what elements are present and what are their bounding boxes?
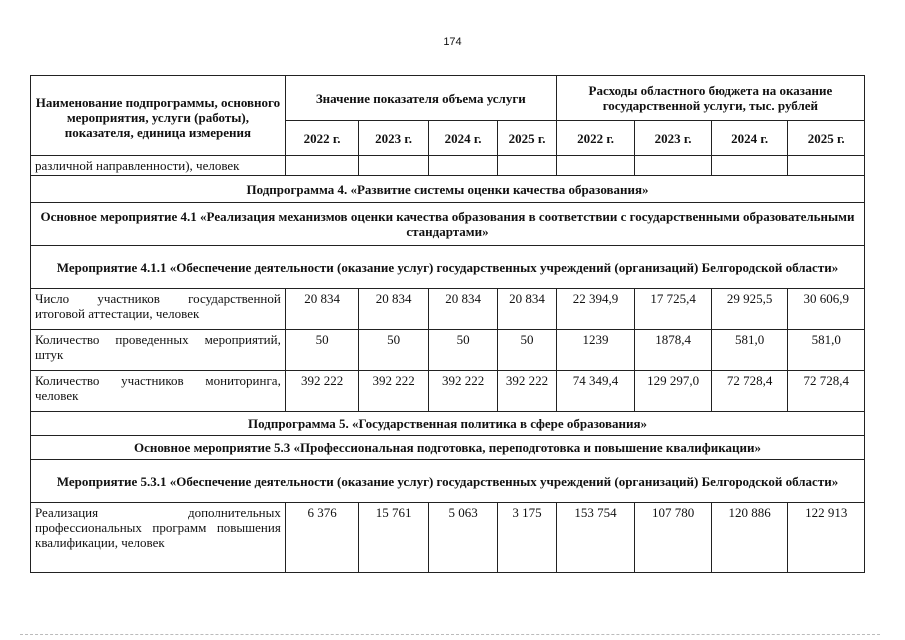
header-budget-group: Расходы областного бюджета на оказание государственной услуги, тыс. рублей bbox=[556, 76, 864, 121]
header-year: 2024 г. bbox=[711, 121, 788, 156]
header-name-column: Наименование подпрограммы, основного мероприятия, услуги (работы), показателя, единица измерения bbox=[31, 76, 286, 156]
table-cell: 122 913 bbox=[788, 503, 865, 573]
table-cell: 50 bbox=[285, 330, 359, 371]
table-cell: 129 297,0 bbox=[635, 371, 712, 412]
table-cell: 6 376 bbox=[285, 503, 359, 573]
page-number: 174 bbox=[443, 36, 462, 48]
table-cell: 581,0 bbox=[711, 330, 788, 371]
table-cell: 581,0 bbox=[788, 330, 865, 371]
header-year: 2023 г. bbox=[635, 121, 712, 156]
scan-edge-divider bbox=[20, 634, 880, 636]
table-cell: 29 925,5 bbox=[711, 289, 788, 330]
table-cell: 3 175 bbox=[498, 503, 556, 573]
subprogram-4-title: Подпрограмма 4. «Развитие системы оценки качества образования» bbox=[31, 176, 865, 203]
row-name: Количество проведенных мероприятий, штук bbox=[31, 330, 286, 371]
continuation-cell: различной направленности), человек bbox=[31, 156, 286, 176]
main-activity-5-3-title: Основное мероприятие 5.3 «Профессиональная подготовка, переподготовка и повышение квалификации» bbox=[31, 436, 865, 460]
table-cell: 153 754 bbox=[556, 503, 635, 573]
table-cell: 20 834 bbox=[428, 289, 498, 330]
table-cell: 72 728,4 bbox=[788, 371, 865, 412]
table-cell: 20 834 bbox=[359, 289, 429, 330]
table-cell: 20 834 bbox=[285, 289, 359, 330]
activity-4-1-1-title: Мероприятие 4.1.1 «Обеспечение деятельности (оказание услуг) государственных учреждений (организаций) Белгородской области» bbox=[31, 246, 865, 289]
table-cell: 20 834 bbox=[498, 289, 556, 330]
table-cell: 392 222 bbox=[428, 371, 498, 412]
table-cell: 74 349,4 bbox=[556, 371, 635, 412]
row-name: Количество участников мониторинга, человек bbox=[31, 371, 286, 412]
header-year: 2025 г. bbox=[788, 121, 865, 156]
activity-5-3-1-title: Мероприятие 5.3.1 «Обеспечение деятельности (оказание услуг) государственных учреждений (организаций) Белгородской области» bbox=[31, 460, 865, 503]
table-cell: 50 bbox=[359, 330, 429, 371]
table-cell: 107 780 bbox=[635, 503, 712, 573]
header-year: 2024 г. bbox=[428, 121, 498, 156]
row-name: Реализация дополнительных профессиональных программ повышения квалификации, человек bbox=[31, 503, 286, 573]
header-year: 2025 г. bbox=[498, 121, 556, 156]
table-cell: 50 bbox=[498, 330, 556, 371]
table-cell: 50 bbox=[428, 330, 498, 371]
header-year: 2022 г. bbox=[556, 121, 635, 156]
table-cell: 392 222 bbox=[498, 371, 556, 412]
row-name: Число участников государственной итоговой аттестации, человек bbox=[31, 289, 286, 330]
table-cell: 1878,4 bbox=[635, 330, 712, 371]
table-cell: 392 222 bbox=[285, 371, 359, 412]
table-cell: 72 728,4 bbox=[711, 371, 788, 412]
table-row bbox=[31, 503, 865, 573]
table-row bbox=[31, 371, 865, 412]
main-activity-4-1-title: Основное мероприятие 4.1 «Реализация механизмов оценки качества образования в соответствии с государственными образовательными стандартами» bbox=[31, 203, 865, 246]
header-year: 2022 г. bbox=[285, 121, 359, 156]
table-cell: 120 886 bbox=[711, 503, 788, 573]
budget-table bbox=[30, 75, 865, 573]
table-cell: 392 222 bbox=[359, 371, 429, 412]
header-volume-group: Значение показателя объема услуги bbox=[285, 76, 556, 121]
table-cell: 17 725,4 bbox=[635, 289, 712, 330]
table-cell: 1239 bbox=[556, 330, 635, 371]
header-year: 2023 г. bbox=[359, 121, 429, 156]
subprogram-5-title: Подпрограмма 5. «Государственная политика в сфере образования» bbox=[31, 412, 865, 436]
table-row bbox=[31, 156, 865, 176]
table-row bbox=[31, 330, 865, 371]
table-cell: 15 761 bbox=[359, 503, 429, 573]
table-cell: 30 606,9 bbox=[788, 289, 865, 330]
table-row bbox=[31, 289, 865, 330]
table-cell: 22 394,9 bbox=[556, 289, 635, 330]
table-cell: 5 063 bbox=[428, 503, 498, 573]
